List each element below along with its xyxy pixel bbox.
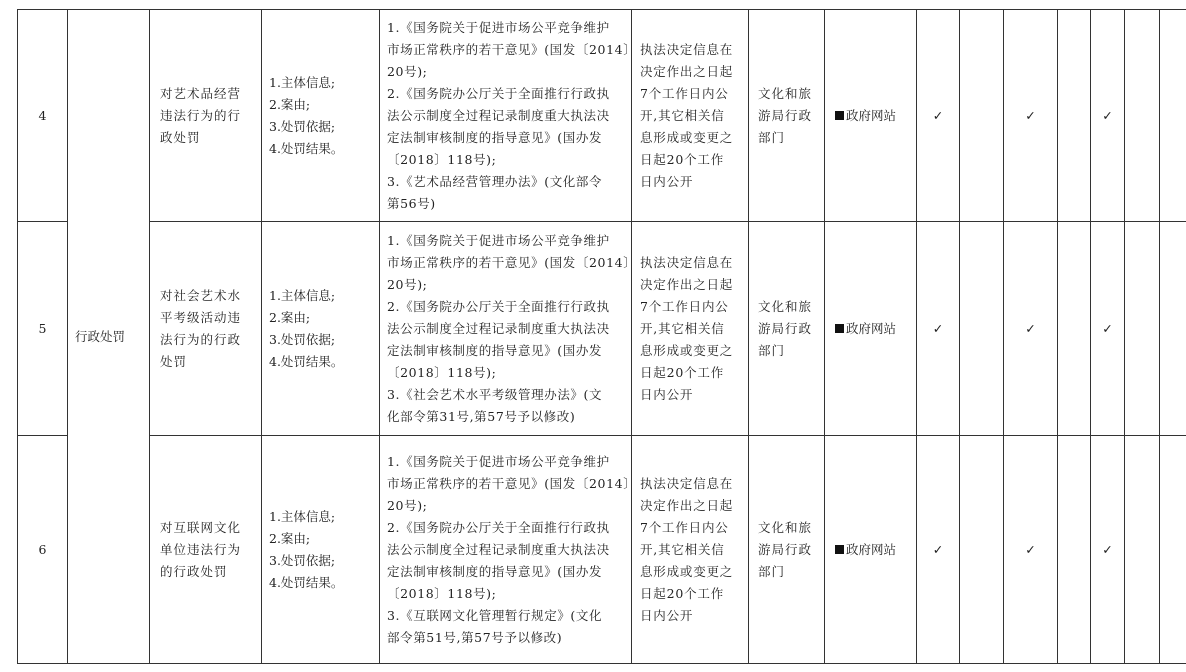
timing-line: 决定作出之日起 xyxy=(640,497,734,513)
content-line: 3.处罚依据; xyxy=(269,331,336,347)
content-line: 3.处罚依据; xyxy=(269,118,336,134)
basis-line: 定法制审核制度的指导意见》(国办发 xyxy=(387,129,603,145)
timing-line: 息形成或变更之 xyxy=(640,129,734,145)
basis-line: 1.《国务院关于促进市场公平竞争维护 xyxy=(387,19,610,35)
subject-line: 游局行政 xyxy=(758,541,813,557)
disclosure-timing-cell xyxy=(632,222,749,436)
item-name-line: 违法行为的行 xyxy=(160,107,242,123)
checkbox-cell xyxy=(1125,222,1160,436)
checkbox-cell xyxy=(1004,222,1058,436)
table-body xyxy=(18,10,1186,664)
filled-square-icon xyxy=(835,324,844,333)
checkmark-icon: ✓ xyxy=(1102,541,1113,557)
checkbox-cell xyxy=(917,436,960,664)
content-line: 4.处罚结果。 xyxy=(269,140,344,156)
timing-line: 开,其它相关信 xyxy=(640,320,725,336)
basis-line: 3.《社会艺术水平考级管理办法》(文 xyxy=(387,386,603,402)
checkmark-icon: ✓ xyxy=(1025,541,1036,557)
content-line: 4.处罚结果。 xyxy=(269,353,344,369)
checkmark-icon: ✓ xyxy=(1025,320,1036,336)
table-row xyxy=(18,10,1186,222)
basis-line: 〔2018〕118号); xyxy=(387,585,497,601)
basis-line: 20号); xyxy=(387,497,428,513)
subject-line: 部门 xyxy=(758,563,786,579)
checkbox-cell xyxy=(1160,222,1186,436)
basis-line: 〔2018〕118号); xyxy=(387,364,497,380)
disclosure-channel-cell xyxy=(825,10,917,222)
category-cell: 行政处罚 xyxy=(68,10,150,664)
basis-line: 市场正常秩序的若干意见》(国发〔2014〕 xyxy=(387,475,637,491)
basis-line: 1.《国务院关于促进市场公平竞争维护 xyxy=(387,232,610,248)
timing-line: 日内公开 xyxy=(640,386,694,402)
basis-line: 2.《国务院办公厅关于全面推行行政执 xyxy=(387,519,610,535)
checkmark-icon: ✓ xyxy=(1102,320,1113,336)
timing-line: 日起20个工作 xyxy=(640,585,725,601)
basis-line: 3.《艺术品经营管理办法》(文化部令 xyxy=(387,173,603,189)
checkmark-icon: ✓ xyxy=(1025,107,1036,123)
row-number: 4 xyxy=(18,10,68,222)
row-number: 6 xyxy=(18,436,68,664)
checkbox-cell xyxy=(1160,10,1186,222)
item-name-line: 对社会艺术水 xyxy=(160,287,242,303)
disclosure-subject-cell xyxy=(749,222,825,436)
checkmark-icon: ✓ xyxy=(932,320,944,336)
timing-line: 日起20个工作 xyxy=(640,151,725,167)
checkbox-cell xyxy=(1091,436,1125,664)
checkmark-icon: ✓ xyxy=(1102,107,1113,123)
timing-line: 息形成或变更之 xyxy=(640,342,734,358)
disclosure-subject-cell xyxy=(749,10,825,222)
timing-line: 7个工作日内公 xyxy=(640,85,729,101)
timing-line: 开,其它相关信 xyxy=(640,541,725,557)
basis-line: 定法制审核制度的指导意见》(国办发 xyxy=(387,563,603,579)
checkbox-cell xyxy=(1058,222,1091,436)
item-name-cell xyxy=(150,436,262,664)
row-number: 5 xyxy=(18,222,68,436)
subject-line: 文化和旅 xyxy=(758,519,813,535)
checkbox-cell xyxy=(1160,436,1186,664)
item-name-line: 处罚 xyxy=(160,353,188,369)
content-line: 1.主体信息; xyxy=(269,74,336,90)
checkbox-cell xyxy=(1058,436,1091,664)
legal-basis-cell xyxy=(380,10,637,222)
table-row xyxy=(18,222,1186,436)
basis-line: 化部令第31号,第57号予以修改) xyxy=(387,408,576,424)
legal-basis-cell xyxy=(380,222,637,436)
disclosure-content-cell xyxy=(262,10,380,222)
checkbox-cell xyxy=(960,10,1004,222)
content-line: 2.案由; xyxy=(269,309,311,325)
timing-line: 日起20个工作 xyxy=(640,364,725,380)
basis-line: 部令第51号,第57号予以修改) xyxy=(387,629,563,645)
legal-basis-cell xyxy=(380,436,637,664)
channel-label: 政府网站 xyxy=(846,320,897,336)
timing-line: 日内公开 xyxy=(640,607,694,623)
timing-line: 执法决定信息在 xyxy=(640,475,734,491)
item-name-line: 对互联网文化 xyxy=(160,519,242,535)
timing-line: 7个工作日内公 xyxy=(640,519,729,535)
content-line: 2.案由; xyxy=(269,96,311,112)
basis-line: 市场正常秩序的若干意见》(国发〔2014〕 xyxy=(387,41,637,57)
disclosure-channel-cell xyxy=(825,436,917,664)
disclosure-timing-cell xyxy=(632,10,749,222)
basis-line: 定法制审核制度的指导意见》(国办发 xyxy=(387,342,603,358)
basis-line: 20号); xyxy=(387,63,428,79)
content-line: 1.主体信息; xyxy=(269,508,336,524)
item-name-line: 的行政处罚 xyxy=(160,563,228,579)
subject-line: 游局行政 xyxy=(758,320,813,336)
basis-line: 法公示制度全过程记录制度重大执法决 xyxy=(387,320,610,336)
checkbox-cell xyxy=(1004,10,1058,222)
basis-line: 1.《国务院关于促进市场公平竞争维护 xyxy=(387,453,610,469)
basis-line: 第56号) xyxy=(387,195,436,211)
timing-line: 息形成或变更之 xyxy=(640,563,734,579)
basis-line: 〔2018〕118号); xyxy=(387,151,497,167)
checkmark-icon: ✓ xyxy=(932,107,944,123)
content-line: 2.案由; xyxy=(269,530,311,546)
subject-line: 部门 xyxy=(758,342,786,358)
item-name-cell xyxy=(150,10,262,222)
checkbox-cell xyxy=(1125,10,1160,222)
item-name-line: 政处罚 xyxy=(160,129,201,145)
checkbox-cell xyxy=(1004,436,1058,664)
disclosure-channel-cell xyxy=(825,222,917,436)
subject-line: 游局行政 xyxy=(758,107,813,123)
item-name-line: 对艺术品经营 xyxy=(160,85,242,101)
checkbox-cell xyxy=(1125,436,1160,664)
checkbox-cell xyxy=(917,10,960,222)
table-row xyxy=(18,436,1186,664)
filled-square-icon xyxy=(835,545,844,554)
basis-line: 20号); xyxy=(387,276,428,292)
item-name-cell xyxy=(150,222,262,436)
disclosure-content-cell xyxy=(262,222,380,436)
checkbox-cell xyxy=(1058,10,1091,222)
timing-line: 决定作出之日起 xyxy=(640,63,734,79)
disclosure-timing-cell xyxy=(632,436,749,664)
basis-line: 法公示制度全过程记录制度重大执法决 xyxy=(387,541,610,557)
content-line: 3.处罚依据; xyxy=(269,552,336,568)
checkbox-cell xyxy=(1091,222,1125,436)
checkbox-cell xyxy=(960,436,1004,664)
filled-square-icon xyxy=(835,111,844,120)
timing-line: 执法决定信息在 xyxy=(640,254,734,270)
basis-line: 2.《国务院办公厅关于全面推行行政执 xyxy=(387,85,610,101)
timing-line: 决定作出之日起 xyxy=(640,276,734,292)
checkbox-cell xyxy=(1091,10,1125,222)
item-name-line: 法行为的行政 xyxy=(160,331,242,347)
timing-line: 7个工作日内公 xyxy=(640,298,729,314)
content-line: 1.主体信息; xyxy=(269,287,336,303)
item-name-line: 单位违法行为 xyxy=(160,541,242,557)
channel-label: 政府网站 xyxy=(846,541,897,557)
checkbox-cell xyxy=(960,222,1004,436)
disclosure-table xyxy=(17,9,1186,664)
checkbox-cell xyxy=(917,222,960,436)
channel-label: 政府网站 xyxy=(846,107,897,123)
subject-line: 部门 xyxy=(758,129,786,145)
basis-line: 3.《互联网文化管理暂行规定》(文化 xyxy=(387,607,603,623)
timing-line: 日内公开 xyxy=(640,173,694,189)
subject-line: 文化和旅 xyxy=(758,298,813,314)
basis-line: 法公示制度全过程记录制度重大执法决 xyxy=(387,107,610,123)
disclosure-content-cell xyxy=(262,436,380,664)
disclosure-subject-cell xyxy=(749,436,825,664)
timing-line: 开,其它相关信 xyxy=(640,107,725,123)
basis-line: 市场正常秩序的若干意见》(国发〔2014〕 xyxy=(387,254,637,270)
timing-line: 执法决定信息在 xyxy=(640,41,734,57)
item-name-line: 平考级活动违 xyxy=(160,309,242,325)
basis-line: 2.《国务院办公厅关于全面推行行政执 xyxy=(387,298,610,314)
subject-line: 文化和旅 xyxy=(758,85,813,101)
checkmark-icon: ✓ xyxy=(932,541,944,557)
content-line: 4.处罚结果。 xyxy=(269,574,344,590)
